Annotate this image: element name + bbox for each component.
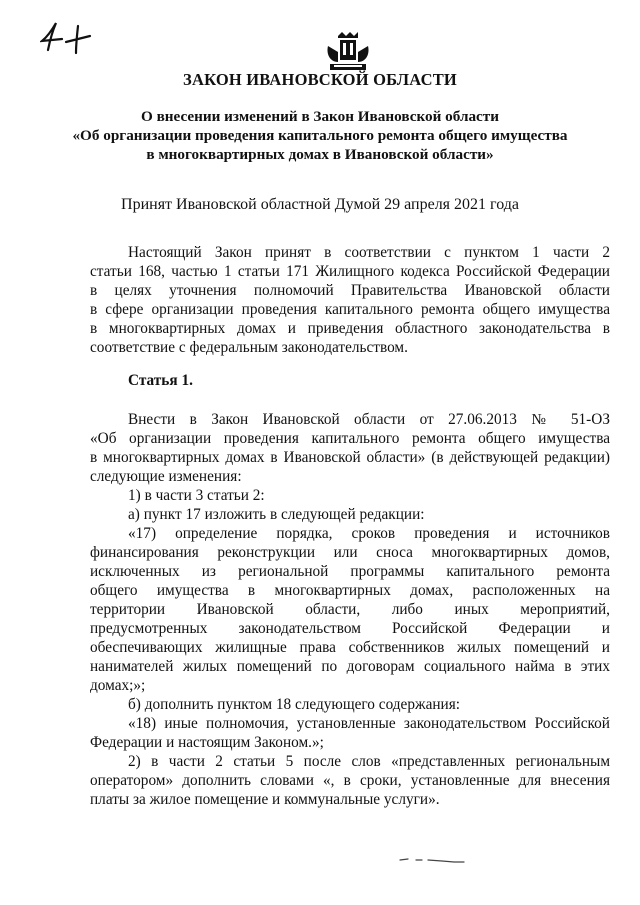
coat-of-arms-emblem: [324, 32, 372, 72]
preamble-line: статьи 168, частью 1 статьи 171 Жилищного кодекса Российской Федерации: [90, 263, 610, 280]
article-line: территории Ивановской области, либо иных мероприятий,: [90, 601, 610, 618]
preamble-line: в многоквартирных домах и приведения областного законодательства в: [90, 320, 610, 337]
subtitle-line: «Об организации проведения капитального ремонта общего имущества: [72, 127, 568, 144]
article-line: «18) иные полномочия, установленные законодательством Российской: [128, 715, 610, 732]
adoption-line: Принят Ивановской областной Думой 29 апреля 2021 года: [121, 196, 519, 213]
law-subtitle: [60, 107, 580, 164]
article-line: «Об организации проведения капитального ремонта общего имущества: [90, 430, 610, 447]
article-line: 2) в части 2 статьи 5 после слов «представленных региональным: [128, 753, 610, 770]
article-line: в многоквартирных домах в Ивановской области» (в действующей редакции): [90, 449, 610, 466]
law-title: ЗАКОН ИВАНОВСКОЙ ОБЛАСТИ: [183, 70, 457, 89]
article-heading: Статья 1.: [128, 372, 193, 389]
article-line: нанимателей жилых помещений по договорам социального найма в этих: [90, 658, 610, 675]
article-line: предусмотренных законодательством Российской Федерации и: [90, 620, 610, 637]
article-line: исключенных из региональной программы капитального ремонта: [90, 563, 610, 580]
article-line: а) пункт 17 изложить в следующей редакции:: [128, 506, 425, 523]
article-line: «17) определение порядка, сроков проведения и источников: [128, 525, 610, 542]
article-line: оператором» дополнить словами «, в сроки, установленные для внесения: [90, 772, 610, 789]
article-line: финансирования реконструкции или сноса многоквартирных домов,: [90, 544, 610, 561]
article-line: платы за жилое помещение и коммунальные услуги».: [90, 791, 440, 808]
article-line: 1) в части 3 статьи 2:: [128, 487, 265, 504]
preamble-line: Настоящий Закон принят в соответствии с пунктом 1 части 2: [128, 244, 610, 261]
article-line: б) дополнить пунктом 18 следующего содержания:: [128, 696, 461, 713]
article-line: обеспечивающих жилищные права собственников жилых помещений и: [90, 639, 610, 656]
article-line: Внести в Закон Ивановской области от 27.06.2013 № 51-ОЗ: [128, 411, 610, 428]
preamble-line: в целях уточнения полномочий Правительства Ивановской области: [90, 282, 610, 299]
handwritten-mark: [40, 20, 96, 56]
pen-mark: [398, 852, 468, 866]
article-line: следующие изменения:: [90, 468, 242, 485]
subtitle-line: О внесении изменений в Закон Ивановской области: [140, 108, 500, 125]
preamble-line: соответствие с федеральным законодательством.: [90, 339, 408, 356]
article-line: Федерации и настоящим Законом.»;: [90, 734, 324, 751]
article-line: домах;»;: [90, 677, 146, 694]
article-line: общего имущества в многоквартирных домах, расположенных на: [90, 582, 610, 599]
subtitle-line: в многоквартирных домах в Ивановской области»: [146, 146, 494, 163]
preamble-line: в сфере организации проведения капитального ремонта общего имущества: [90, 301, 610, 318]
